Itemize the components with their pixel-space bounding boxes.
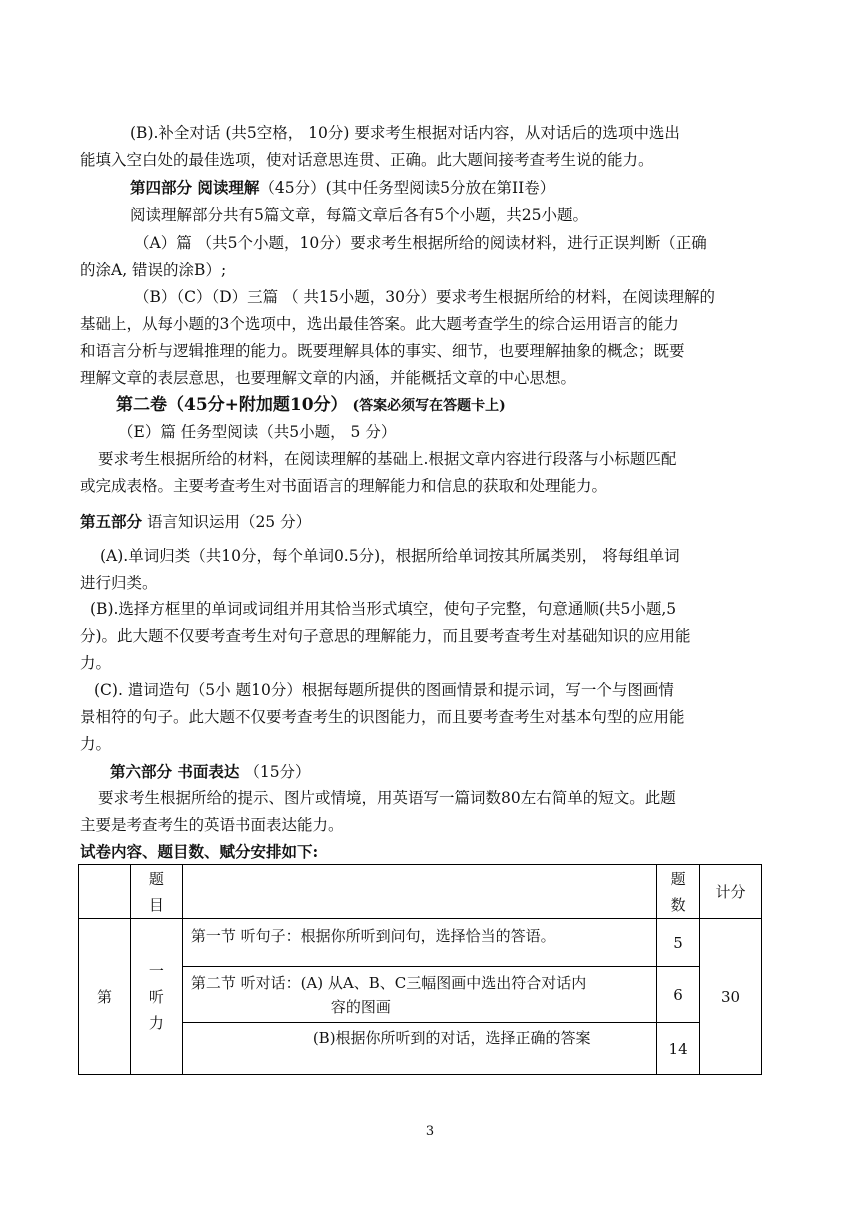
header-content	[182, 865, 656, 919]
row3-count: 14	[657, 1023, 700, 1075]
total-score: 30	[700, 919, 762, 1075]
para-dialogue-2: 能填入空白处的最佳选项，使对话意思连贯、正确。此大题间接考查考生说的能力。	[80, 151, 654, 169]
vol2-note: (答案必须写在答题卡上)	[352, 398, 506, 414]
header-count-1: 题	[670, 869, 686, 888]
row1-count: 5	[657, 919, 700, 967]
listening-label-1: 一	[148, 961, 164, 980]
part5-detail: 语言知识运用（25 分）	[142, 513, 312, 531]
para-reading-intro: 阅读理解部分共有5篇文章，每篇文章后各有5个小题，共25小题。	[130, 206, 588, 224]
para-reading-a-1: （A）篇 （共5个小题，10分）要求考生根据所给的阅读材料，进行正误判断（正确	[134, 234, 707, 252]
para-writing-1: 要求考生根据所给的提示、图片或情境，用英语写一篇词数80左右简单的短文。此题	[98, 789, 676, 807]
para-reading-a-2: 的涂A, 错误的涂B）;	[80, 261, 227, 279]
para-fill-blank-3: 力。	[80, 654, 112, 672]
para-reading-bcd-4: 理解文章的表层意思，也要理解文章的内涵，并能概括文章的中心思想。	[80, 369, 577, 387]
table-row	[79, 919, 762, 967]
vol2-heading	[116, 392, 810, 420]
para-task-reading: （E）篇 任务型阅读（共5小题， 5 分）	[118, 423, 397, 441]
para-word-classify-1: (A).单词归类（共10分，每个单词0.5分)，根据所给单词按其所属类别， 将每组单词	[100, 547, 680, 565]
listening-label-2: 听	[148, 987, 164, 1006]
part6-title: 第六部分 书面表达	[110, 762, 240, 781]
para-sentence-1: (C). 遣词造句（5小 题10分）根据每题所提供的图画情景和提示词，写一个与图画情	[94, 681, 674, 699]
row1-content: 第一节 听句子：根据你所听到问句，选择恰当的答语。	[182, 919, 656, 967]
part5-heading	[80, 508, 774, 536]
header-blank	[79, 865, 131, 919]
table-header-row	[79, 865, 762, 919]
para-task-1: 要求考生根据所给的材料，在阅读理解的基础上.根据文章内容进行段落与小标题匹配	[98, 450, 677, 468]
part4-heading	[130, 174, 824, 202]
para-dialogue-1: (B).补全对话 (共5空格， 10分) 要求考生根据对话内容，从对话后的选项中选出	[130, 124, 680, 142]
row2-content-2: 容的图画	[330, 997, 391, 1016]
para-fill-blank-2: 分)。此大题不仅要考查考生对句子意思的理解能力，而且要考查考生对基础知识的应用能	[80, 627, 691, 645]
row2-count: 6	[657, 967, 700, 1023]
header-item-1: 题	[148, 869, 164, 888]
header-item-2: 目	[148, 895, 164, 914]
score-table	[78, 864, 762, 1075]
part6-heading	[110, 758, 804, 786]
para-reading-bcd-3: 和语言分析与逻辑推理的能力。既要理解具体的事实、细节，也要理解抽象的概念；既要	[80, 342, 685, 360]
header-score: 计分	[700, 865, 762, 919]
para-writing-2: 主要是考查考生的英语书面表达能力。	[80, 816, 344, 834]
part6-detail: （15分）	[239, 763, 311, 781]
table-caption: 试卷内容、题目数、赋分安排如下:	[80, 842, 319, 861]
para-fill-blank-1: (B).选择方框里的单词或词组并用其恰当形式填空，使句子完整，句意通顺(共5小题,5	[90, 600, 677, 618]
row3-content: (B)根据你所听到的对话，选择正确的答案	[182, 1023, 656, 1075]
para-reading-bcd-2: 基础上，从每小题的3个选项中，选出最佳答案。此大题考查学生的综合运用语言的能力	[80, 315, 679, 333]
para-reading-bcd-1: （B）（C）（D）三篇 （ 共15小题，30分）要求考生根据所给的材料，在阅读理解的	[134, 288, 715, 306]
vol2-title: 第二卷（45分+附加题10分）	[116, 395, 348, 415]
part4-heading-detail: （45分）(其中任务型阅读5分放在第II卷）	[259, 179, 556, 197]
part4-heading-title: 第四部分 阅读理解	[130, 178, 260, 197]
row2-content-1: 第二节 听对话：(A) 从A、B、C三幅图画中选出符合对话内	[190, 973, 587, 992]
part5-title: 第五部分	[80, 512, 143, 531]
listening-label-3: 力	[148, 1013, 164, 1032]
para-sentence-2: 景相符的句子。此大题不仅要考查考生的识图能力，而且要考查考生对基本句型的应用能	[80, 708, 685, 726]
para-word-classify-2: 进行归类。	[80, 574, 158, 592]
page-number: 3	[425, 1124, 435, 1139]
para-task-2: 或完成表格。主要考查考生对书面语言的理解能力和信息的获取和处理能力。	[80, 477, 608, 495]
para-sentence-3: 力。	[80, 735, 112, 753]
header-count-2: 数	[670, 895, 686, 914]
header-item	[130, 865, 182, 919]
row2-content	[182, 967, 656, 1023]
section-label: 第	[79, 919, 131, 1075]
header-count	[657, 865, 700, 919]
listening-label	[130, 919, 182, 1075]
